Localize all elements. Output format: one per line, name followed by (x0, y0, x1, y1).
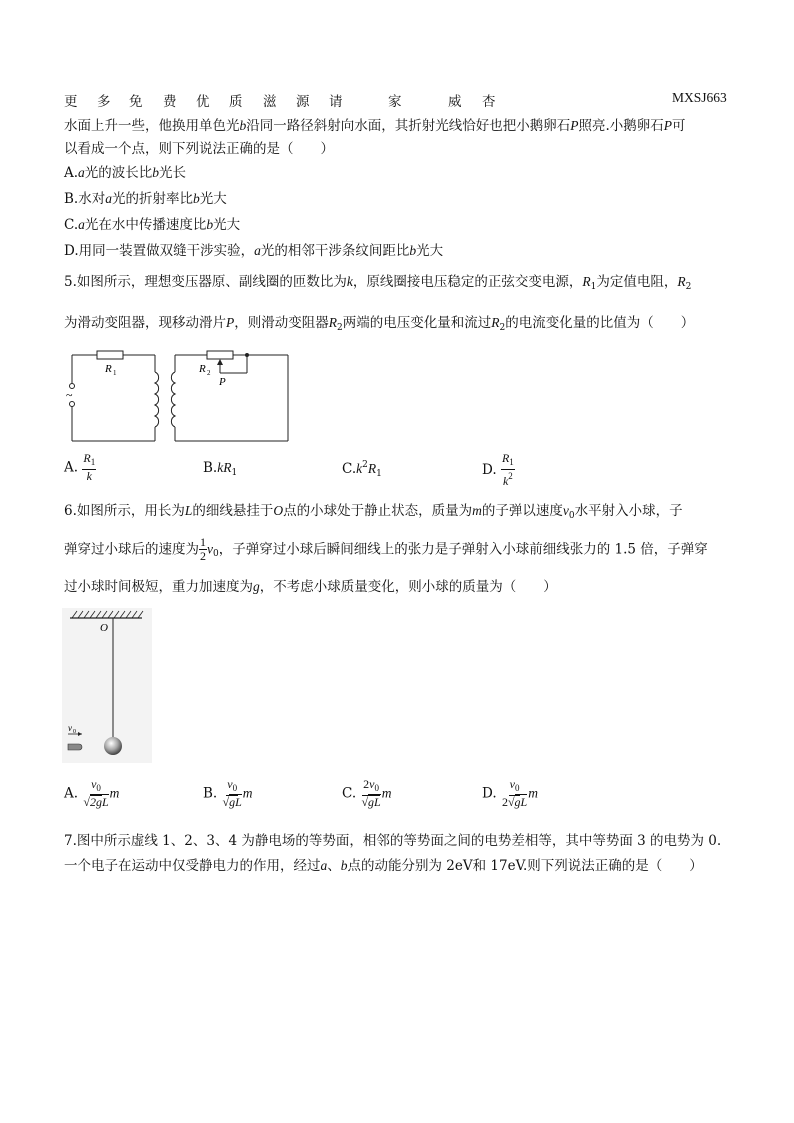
option-letter: C. (342, 461, 357, 477)
sup: 2 (362, 460, 368, 470)
var-P: P (663, 118, 673, 133)
label-R2: R (199, 363, 206, 375)
text: 光大 (199, 191, 227, 207)
text: 光在水中传播速度比 (84, 217, 207, 233)
sub: 0 (514, 783, 520, 793)
var-R: R (328, 315, 337, 330)
slider-arrow-icon (217, 359, 223, 365)
text: 的电流变化量的比值为（ ） (505, 315, 695, 331)
header-char: 家 (388, 94, 402, 110)
var-R: R (367, 461, 377, 476)
var-L: L (184, 503, 193, 518)
q5-option-a[interactable] (64, 452, 96, 483)
var-P: P (570, 118, 579, 133)
option-letter: A. (64, 785, 79, 802)
var-b: b (239, 118, 247, 133)
var-O: O (273, 503, 284, 518)
fraction: $\frac{v_0}{2√gL}$ (501, 777, 528, 809)
coef: 2 (363, 777, 370, 791)
ac-source-symbol: ~ (66, 388, 73, 402)
pendulum-diagram (62, 608, 152, 763)
header-char: 源 (296, 94, 310, 110)
var-k: k (217, 460, 224, 475)
q4-option-b[interactable] (64, 190, 227, 208)
header-char: 更 (64, 94, 78, 110)
sub: 2 (337, 323, 343, 333)
q5-option-b[interactable] (203, 460, 237, 478)
q5-option-d[interactable] (482, 452, 515, 488)
var-gL: gL (368, 795, 381, 809)
var-v: v (509, 777, 515, 791)
var-v: v (227, 777, 233, 791)
text: 过小球时间极短，重力加速度为 (64, 579, 253, 595)
transformer-circuit-diagram (60, 345, 300, 445)
q6-option-a[interactable] (64, 778, 119, 809)
var-R: R (677, 274, 686, 289)
var-a: a (254, 243, 261, 258)
header-code: MXSJ663 (672, 90, 727, 105)
q6-option-b[interactable] (203, 778, 253, 809)
text: 一个电子在运动中仅受静电力的作用，经过 (64, 858, 321, 874)
header-char: 杏 (482, 94, 496, 110)
text: 的细线悬挂于 (192, 503, 274, 519)
option-letter: B. (203, 460, 218, 476)
q6-option-c[interactable] (342, 778, 391, 809)
var-b: b (192, 191, 200, 206)
text: 6.如图所示，用长为 (64, 503, 185, 519)
option-letter: C. (342, 785, 357, 802)
var-R: R (501, 451, 510, 465)
var-m: m (381, 785, 392, 801)
text: 可 (672, 118, 686, 134)
label-R2-sub: 2 (207, 369, 211, 377)
q4-option-a[interactable] (64, 164, 186, 182)
var-a: a (78, 165, 85, 180)
q4-option-c[interactable] (64, 216, 240, 234)
var-k: k (346, 274, 353, 289)
header-char: 威 (448, 94, 462, 110)
q6-line2 (64, 536, 708, 563)
q5-option-c[interactable] (342, 460, 382, 479)
var-a: a (320, 858, 328, 873)
ball-icon (104, 737, 122, 755)
var-m: m (528, 785, 538, 801)
fraction (501, 452, 515, 488)
var-m: m (472, 503, 482, 518)
text: 、 (327, 858, 341, 874)
unit: eV (454, 858, 473, 874)
var-R: R (83, 451, 91, 465)
text: B.水对 (64, 191, 106, 207)
text: 光大 (416, 243, 444, 259)
unit: eV (507, 858, 524, 874)
text: 光的波长比 (84, 165, 153, 181)
text: ，原线圈接电压稳定的正弦交变电源， (352, 274, 583, 290)
option-letter: D. (482, 462, 497, 478)
junction-dot (245, 353, 249, 357)
sup: 2 (508, 471, 513, 481)
header-bar (0, 90, 794, 108)
num: 1 (200, 535, 206, 549)
text: 弹穿过小球后的速度为 (64, 541, 199, 558)
text: 照亮.小鹅卵石 (578, 118, 664, 134)
var-gL: gL (229, 795, 242, 809)
option-letter: B. (203, 785, 218, 802)
q6-line1 (64, 502, 683, 525)
q6-line3 (64, 578, 557, 596)
sub: 1 (590, 282, 597, 292)
var-v: v (562, 503, 569, 518)
label-v0: v (68, 723, 72, 733)
den: 2 (200, 549, 206, 563)
var-b: b (206, 217, 214, 232)
text: 和 17 (472, 858, 508, 874)
var-v: v (207, 541, 213, 557)
sub: 1 (90, 457, 96, 467)
sub: 1 (509, 457, 514, 467)
q4-line2: 以看成一个点，则下列说法正确的是（ ） (64, 141, 334, 157)
var-g: g (253, 579, 260, 594)
fraction-half (199, 536, 207, 563)
sub: 2 (499, 323, 506, 333)
var-gL: gL (514, 795, 528, 809)
var-R: R (491, 315, 500, 330)
var-b: b (152, 165, 160, 180)
header-char: 请 (329, 94, 343, 110)
q7-line2 (64, 857, 703, 875)
q5-line1 (64, 273, 691, 296)
header-char: 免 (129, 94, 143, 110)
text: 5.如图所示，理想变压器原、副线圈的匝数比为 (64, 274, 347, 290)
var-k: k (502, 474, 509, 488)
q6-option-d[interactable] (482, 778, 538, 809)
sub: 0 (213, 549, 219, 559)
sub: 0 (96, 783, 101, 793)
var-b: b (409, 243, 417, 258)
option-letter: D. (482, 785, 497, 802)
fraction: $\frac{v_0}{√2gL}$ (83, 777, 109, 809)
q4-line1 (64, 117, 686, 135)
text: ，则滑动变阻器 (234, 315, 329, 331)
label-R1-sub: 1 (113, 369, 117, 377)
text: 两端的电压变化量和流过 (342, 315, 492, 331)
text: 水平射入小球，子 (574, 503, 683, 519)
text: .则下列说法正确的是（ ） (523, 858, 703, 874)
text: 光长 (159, 165, 187, 181)
fraction (82, 452, 96, 483)
header-char: 滋 (263, 94, 277, 110)
var-v: v (369, 777, 375, 791)
text: 光的相邻干涉条纹间距比 (260, 243, 410, 259)
q4-option-d[interactable] (64, 242, 443, 260)
var-m: m (109, 785, 120, 801)
q5-line2 (64, 314, 694, 337)
var-b: b (340, 858, 348, 873)
fraction: $\frac{2v_0}{√gL}$ (361, 777, 381, 809)
var-k: k (86, 469, 92, 483)
var-a: a (105, 191, 112, 206)
var-R: R (582, 274, 591, 289)
sub: 1 (231, 468, 238, 478)
sub: 1 (376, 469, 382, 479)
label-v0-sub: 0 (73, 729, 76, 735)
text: 点的动能分别为 2 (347, 858, 455, 874)
text: D.用同一装置做双缝干涉实验， (64, 243, 255, 259)
terminal-icon (70, 402, 75, 407)
sub: 2 (685, 282, 692, 292)
var-v: v (91, 777, 97, 791)
text: 为定值电阻， (596, 274, 678, 290)
text: 光的折射率比 (111, 191, 193, 207)
sub: 0 (232, 783, 238, 793)
q7-line1: 7.图中所示虚线 1、2、3、4 为静电场的等势面，相邻的等势面之间的电势差相等，其中等势面 3 的电势为 0. (64, 833, 722, 849)
header-char: 优 (196, 94, 210, 110)
text: C. (64, 217, 79, 233)
label-O: O (100, 622, 108, 634)
text: 沿同一路径斜射向水面，其折射光线恰好也把小鹅卵石 (246, 118, 571, 134)
bullet-icon (68, 744, 82, 750)
text: A. (64, 165, 79, 181)
option-letter: A. (64, 459, 79, 476)
text: 光大 (213, 217, 241, 233)
header-char: 费 (163, 94, 177, 110)
label-R1: R (105, 363, 112, 375)
var-R: R (223, 460, 232, 475)
header-char: 质 (229, 94, 243, 110)
var-k: k (356, 461, 363, 476)
var-a: a (78, 217, 85, 232)
text: 的子弹以速度 (481, 503, 563, 519)
text: ，子弹穿过小球后瞬间细线上的张力是子弹射入小球前细线张力的 1.5 倍，子弹穿 (218, 541, 708, 558)
var-P: P (226, 315, 235, 330)
text: 点的小球处于静止状态，质量为 (283, 503, 473, 519)
label-P: P (219, 376, 226, 388)
sub: 0 (568, 511, 575, 521)
var-m: m (242, 785, 253, 801)
fraction: $\frac{v_0}{√gL}$ (222, 777, 242, 809)
text: 水面上升一些，他换用单色光 (64, 118, 240, 134)
var-2gL: 2gL (89, 795, 109, 809)
header-char: 多 (97, 94, 111, 110)
text: ，不考虑小球质量变化，则小球的质量为（ ） (259, 579, 557, 595)
sub: 0 (374, 783, 379, 793)
coef: 2 (501, 795, 508, 809)
text: 为滑动变阻器，现移动滑片 (64, 315, 226, 331)
